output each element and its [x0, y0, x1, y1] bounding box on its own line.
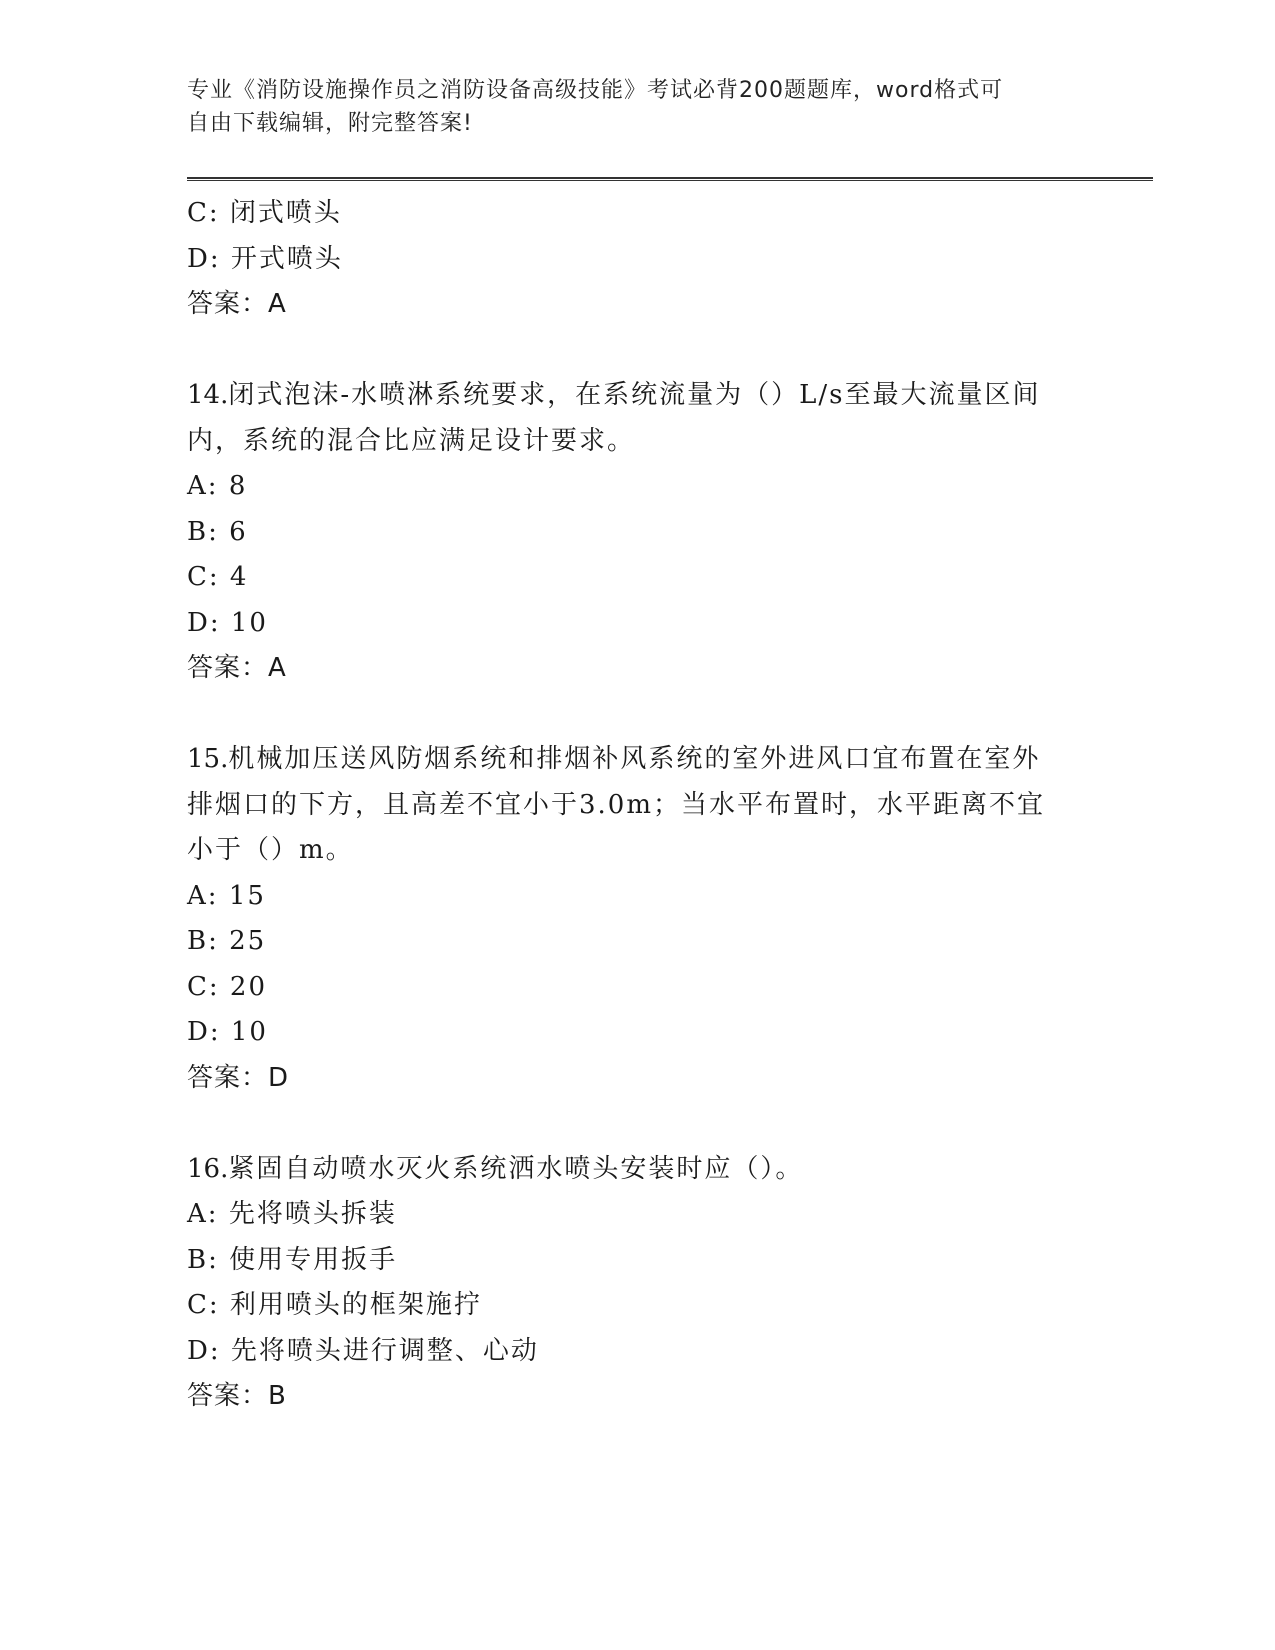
option-d: D: 先将喷头进行调整、心动 [187, 1335, 539, 1366]
spacer [187, 692, 1087, 738]
header-line-1: 专业《消防设施操作员之消防设备高级技能》考试必背200题题库，word格式可 [187, 78, 1004, 103]
question-text-line: 内，系统的混合比应满足设计要求。 [187, 425, 636, 456]
option-b: B: 25 [187, 926, 267, 956]
option-d: D: 10 [187, 607, 268, 638]
spacer [187, 1101, 1087, 1147]
header-divider [187, 177, 1153, 181]
question-16 [187, 1147, 1087, 1420]
question-text-line: 小于（）m。 [187, 835, 354, 865]
option-b: B: 6 [187, 516, 248, 547]
question-14 [187, 373, 1087, 692]
question-text-line: 14.闭式泡沫-水喷淋系统要求，在系统流量为（）L/s至最大流量区间 [187, 380, 1041, 410]
page-header [187, 74, 1067, 140]
header-line-2: 自由下载编辑，附完整答案! [187, 111, 473, 136]
option-a: A: 8 [187, 471, 248, 501]
question-number: 16. [187, 1153, 229, 1184]
option-d: D: 10 [187, 1017, 268, 1047]
option-c: C: 4 [187, 562, 249, 592]
option-a: A: 15 [187, 880, 266, 911]
question-text-line: 16.紧固自动喷水灭火系统洒水喷头安装时应（）。 [187, 1153, 804, 1184]
question-number: 15. [187, 744, 229, 774]
previous-question-tail [187, 191, 1087, 328]
answer-line: 答案：A [187, 653, 287, 683]
question-text-line: 15.机械加压送风防烟系统和排烟补风系统的室外进风口宜布置在室外 [187, 744, 1041, 774]
option-d: D: 开式喷头 [187, 243, 343, 274]
answer-line: 答案：B [187, 1381, 287, 1411]
question-text-line: 排烟口的下方，且高差不宜小于3.0m；当水平布置时，水平距离不宜 [187, 789, 1046, 820]
question-15 [187, 737, 1087, 1101]
document-body [187, 191, 1087, 1420]
option-b: B: 使用专用扳手 [187, 1244, 398, 1275]
option-c: C: 利用喷头的框架施拧 [187, 1290, 482, 1320]
answer-line: 答案：A [187, 289, 287, 319]
question-number: 14. [187, 380, 229, 410]
option-c: C: 20 [187, 971, 268, 1002]
option-a: A: 先将喷头拆装 [187, 1199, 397, 1229]
spacer [187, 328, 1087, 374]
option-c: C: 闭式喷头 [187, 198, 342, 228]
answer-line: 答案：D [187, 1062, 290, 1093]
